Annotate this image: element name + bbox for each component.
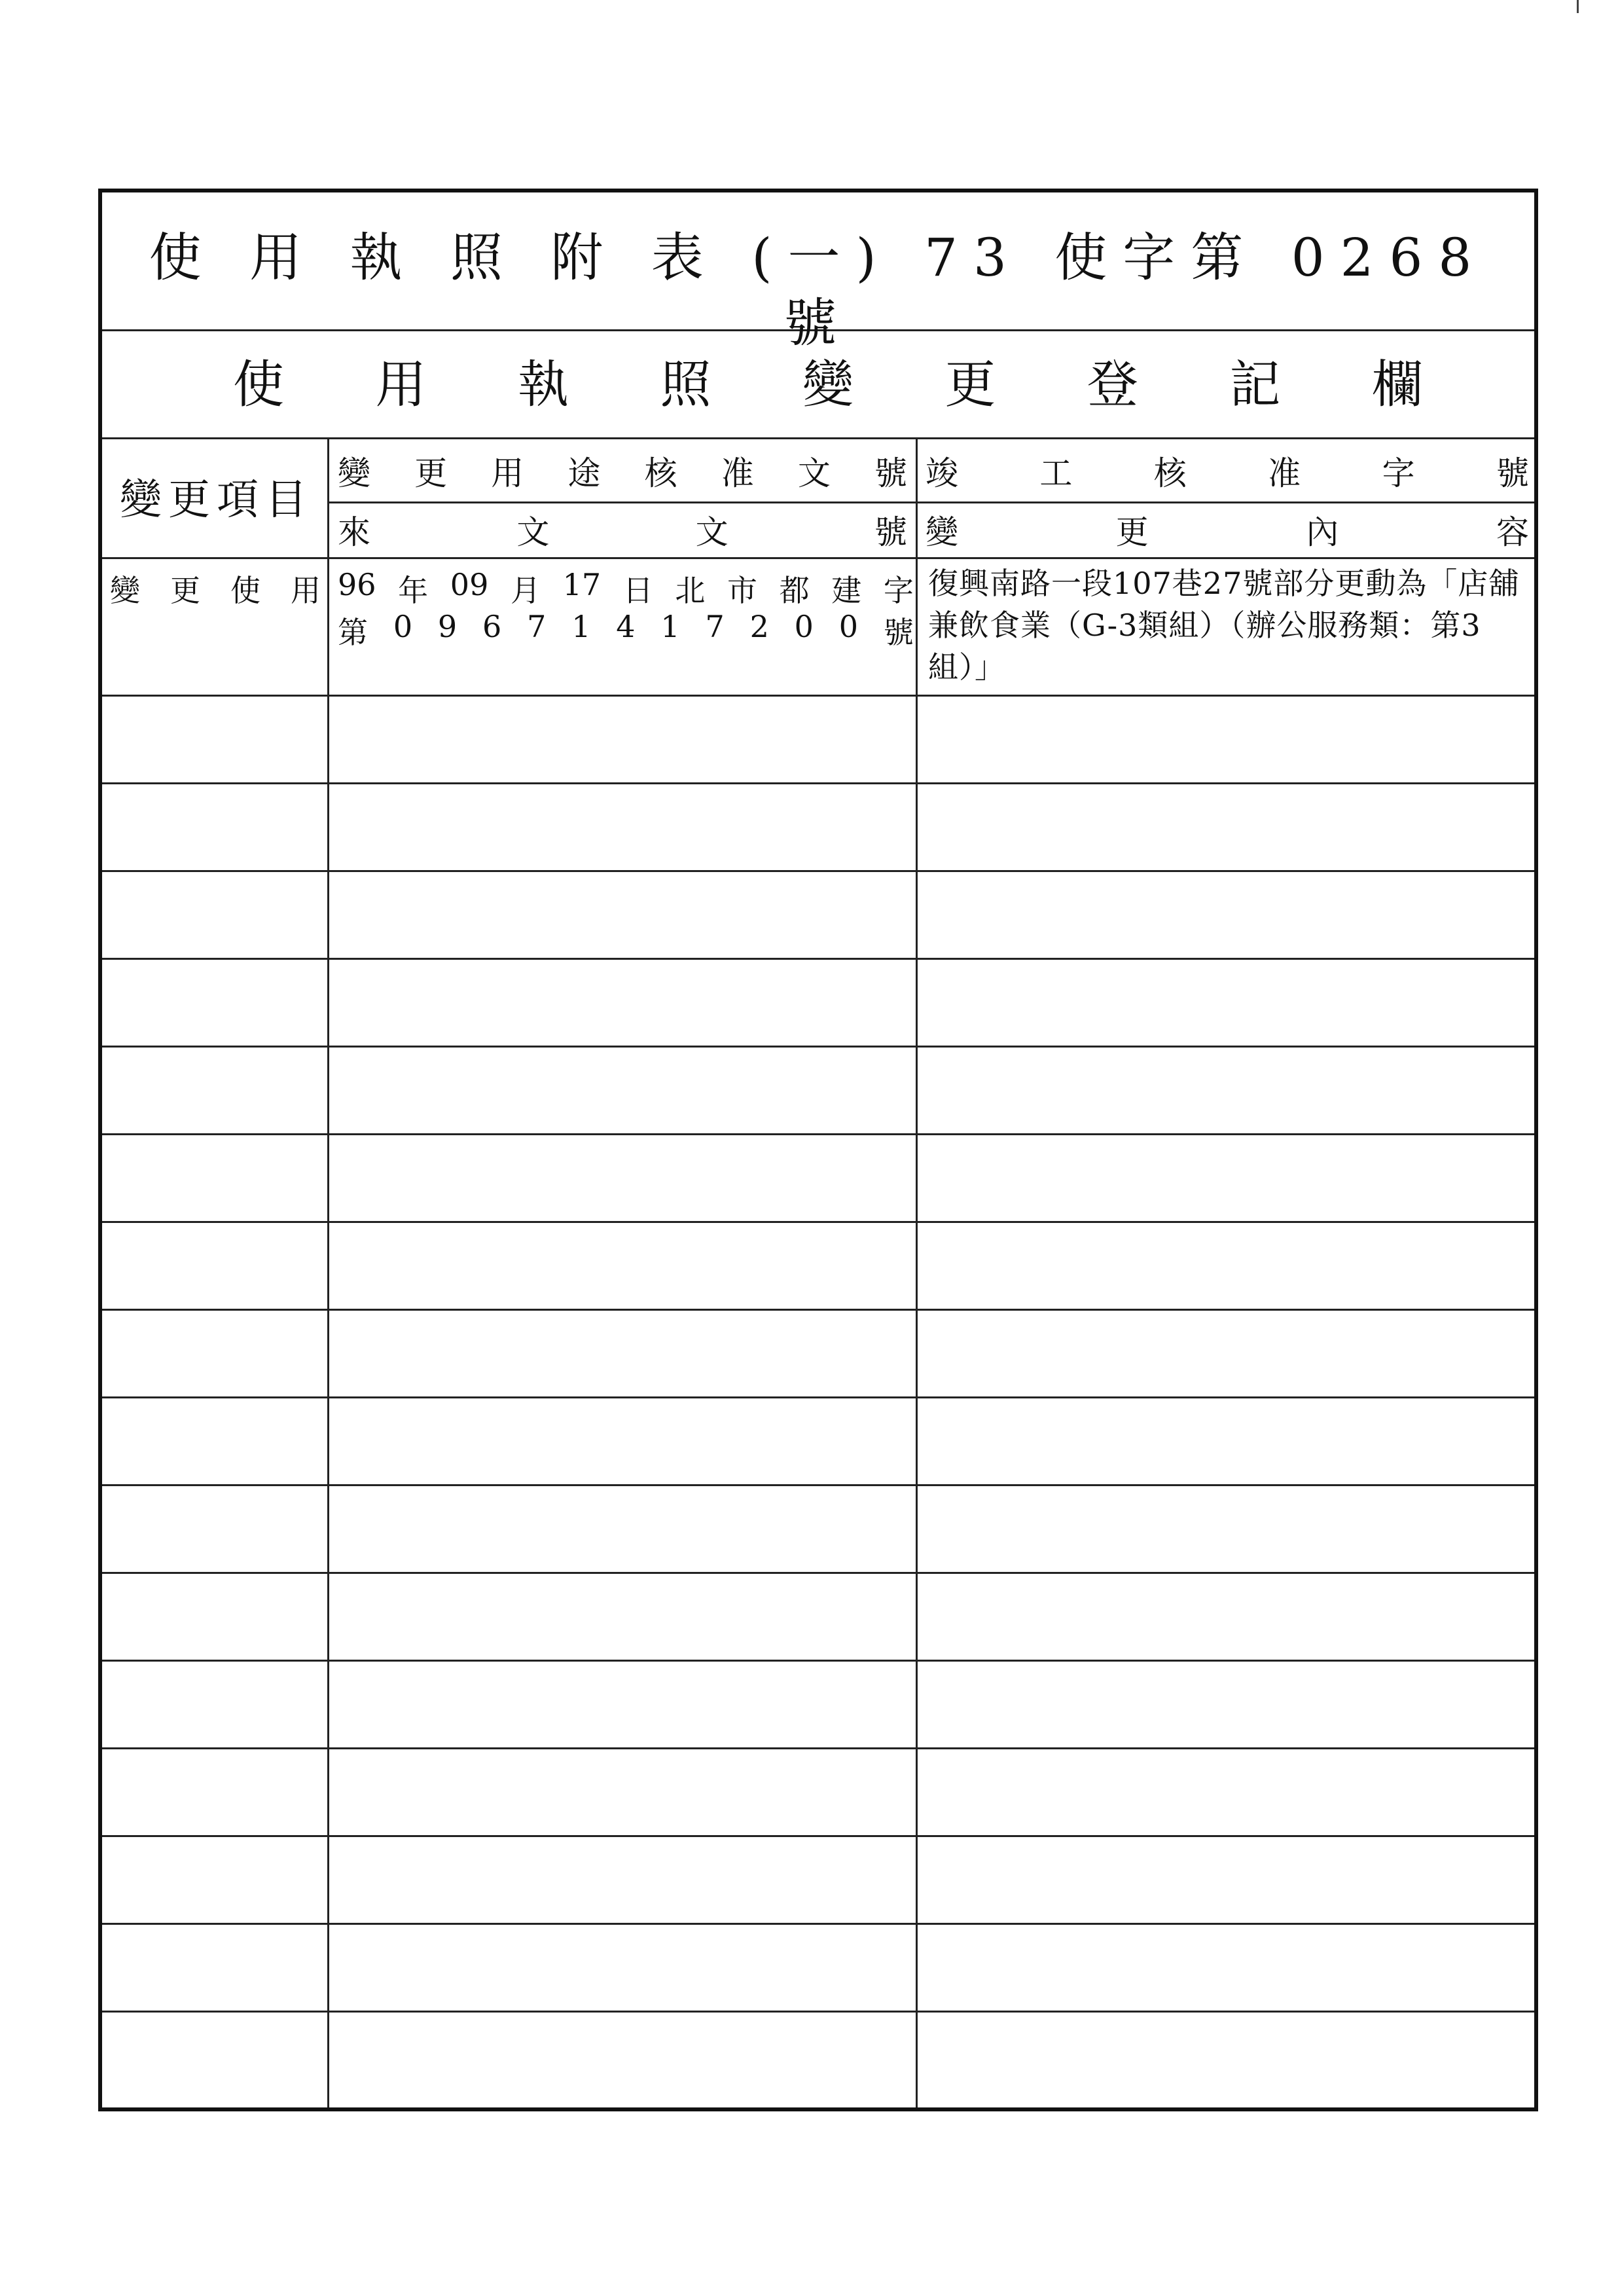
row-rule [102, 782, 1534, 784]
row-rule [102, 1835, 1534, 1837]
column-divider [916, 439, 918, 2107]
row-rule [102, 1923, 1534, 1925]
approval-doc-header [338, 439, 907, 501]
record-item-char: 更 [170, 573, 200, 608]
record-doc-char: 第 [338, 615, 368, 650]
record-doc-char: 市 [727, 573, 758, 608]
header-char: 容 [1496, 513, 1529, 551]
page-title: 使 用 執 照 附 表 (一) 73 使字第 0268 號 [149, 227, 1488, 354]
header-char: 變 [926, 513, 958, 551]
record-doc-char: 96 [338, 567, 376, 602]
record-item-char: 變 [110, 573, 140, 608]
license-table [98, 189, 1538, 2111]
header-char: 變 [338, 454, 370, 492]
record-doc-char: 1 [571, 609, 591, 644]
row-rule [102, 2011, 1534, 2013]
record-doc-char: 17 [562, 567, 602, 602]
record-item [110, 567, 321, 610]
subtitle-row [102, 331, 1534, 439]
header-char: 來 [338, 513, 370, 551]
record-doc-line-1 [338, 567, 914, 610]
row-rule [102, 1484, 1534, 1486]
subtitle-char: 記 [1229, 355, 1281, 414]
header-char: 內 [1306, 513, 1339, 551]
subtitle-char: 欄 [1371, 355, 1423, 414]
record-doc-char: 4 [616, 609, 636, 644]
record-doc-char: 建 [831, 573, 862, 608]
record-doc-char: 7 [705, 609, 725, 644]
row-rule [102, 1660, 1534, 1662]
edge-mark [1577, 0, 1579, 13]
row-rule [102, 1396, 1534, 1398]
record-doc-char: 月 [510, 573, 541, 608]
header-char: 核 [1153, 454, 1187, 492]
record-doc-char: 字 [883, 573, 914, 608]
row-rule [102, 1747, 1534, 1749]
record-doc-char: 7 [527, 609, 547, 644]
row-rule [102, 1133, 1534, 1135]
header-char: 號 [874, 513, 907, 551]
record-doc-char: 年 [398, 573, 429, 608]
header-char: 准 [721, 454, 754, 492]
header-bottom-line [102, 557, 1534, 559]
row-rule [102, 1309, 1534, 1311]
row-rule [102, 695, 1534, 697]
record-doc-char: 1 [660, 609, 680, 644]
column-divider [327, 439, 329, 2107]
subtitle-char: 照 [660, 355, 711, 414]
record-doc-char: 9 [437, 609, 458, 644]
header-char: 准 [1268, 454, 1301, 492]
record-doc-char: 日 [622, 573, 653, 608]
header-char: 文 [695, 513, 728, 551]
header-char: 文 [516, 513, 550, 551]
subtitle-char: 變 [802, 355, 854, 414]
completion-approval-header [926, 439, 1529, 501]
header-char: 工 [1039, 454, 1073, 492]
row-rule [102, 958, 1534, 960]
subtitle-char: 登 [1087, 355, 1138, 414]
row-rule [102, 1572, 1534, 1574]
row-rule [102, 1046, 1534, 1048]
record-doc-char: 09 [450, 567, 489, 602]
subtitle [233, 352, 1423, 418]
record-doc-char: 0 [838, 609, 859, 644]
change-content-header [926, 501, 1529, 557]
record-doc-char: 2 [749, 609, 769, 644]
header-char: 更 [414, 454, 448, 492]
subtitle-char: 更 [944, 355, 996, 414]
record-change-content: 復興南路一段107巷27號部分更動為「店舖兼飲食業（G-3類組）（辦公服務類：第3組）」 [928, 566, 1520, 685]
header-char: 字 [1382, 454, 1415, 492]
incoming-doc-header [338, 501, 907, 557]
header-char: 號 [874, 454, 907, 492]
row-rule [102, 1221, 1534, 1223]
record-doc-line-2 [338, 609, 914, 652]
subtitle-char: 執 [517, 355, 569, 414]
header-char: 文 [797, 454, 831, 492]
change-item-header: 變更項目 [120, 476, 314, 524]
record-doc-char: 北 [675, 573, 706, 608]
record-doc-char: 0 [794, 609, 814, 644]
record-doc-char: 6 [482, 609, 502, 644]
record-item-char: 使 [230, 573, 261, 608]
record-doc-char: 都 [779, 573, 810, 608]
row-rule [102, 870, 1534, 872]
header-char: 更 [1115, 513, 1149, 551]
title-row [102, 192, 1534, 354]
record-item-char: 用 [291, 573, 321, 608]
header-char: 途 [567, 454, 601, 492]
header-char: 用 [491, 454, 524, 492]
subtitle-char: 使 [233, 355, 285, 414]
header-char: 核 [644, 454, 677, 492]
record-doc-char: 0 [393, 609, 413, 644]
header-char: 號 [1496, 454, 1529, 492]
subtitle-char: 用 [375, 355, 427, 414]
record-doc-char: 號 [883, 615, 914, 650]
header-char: 竣 [926, 454, 958, 492]
